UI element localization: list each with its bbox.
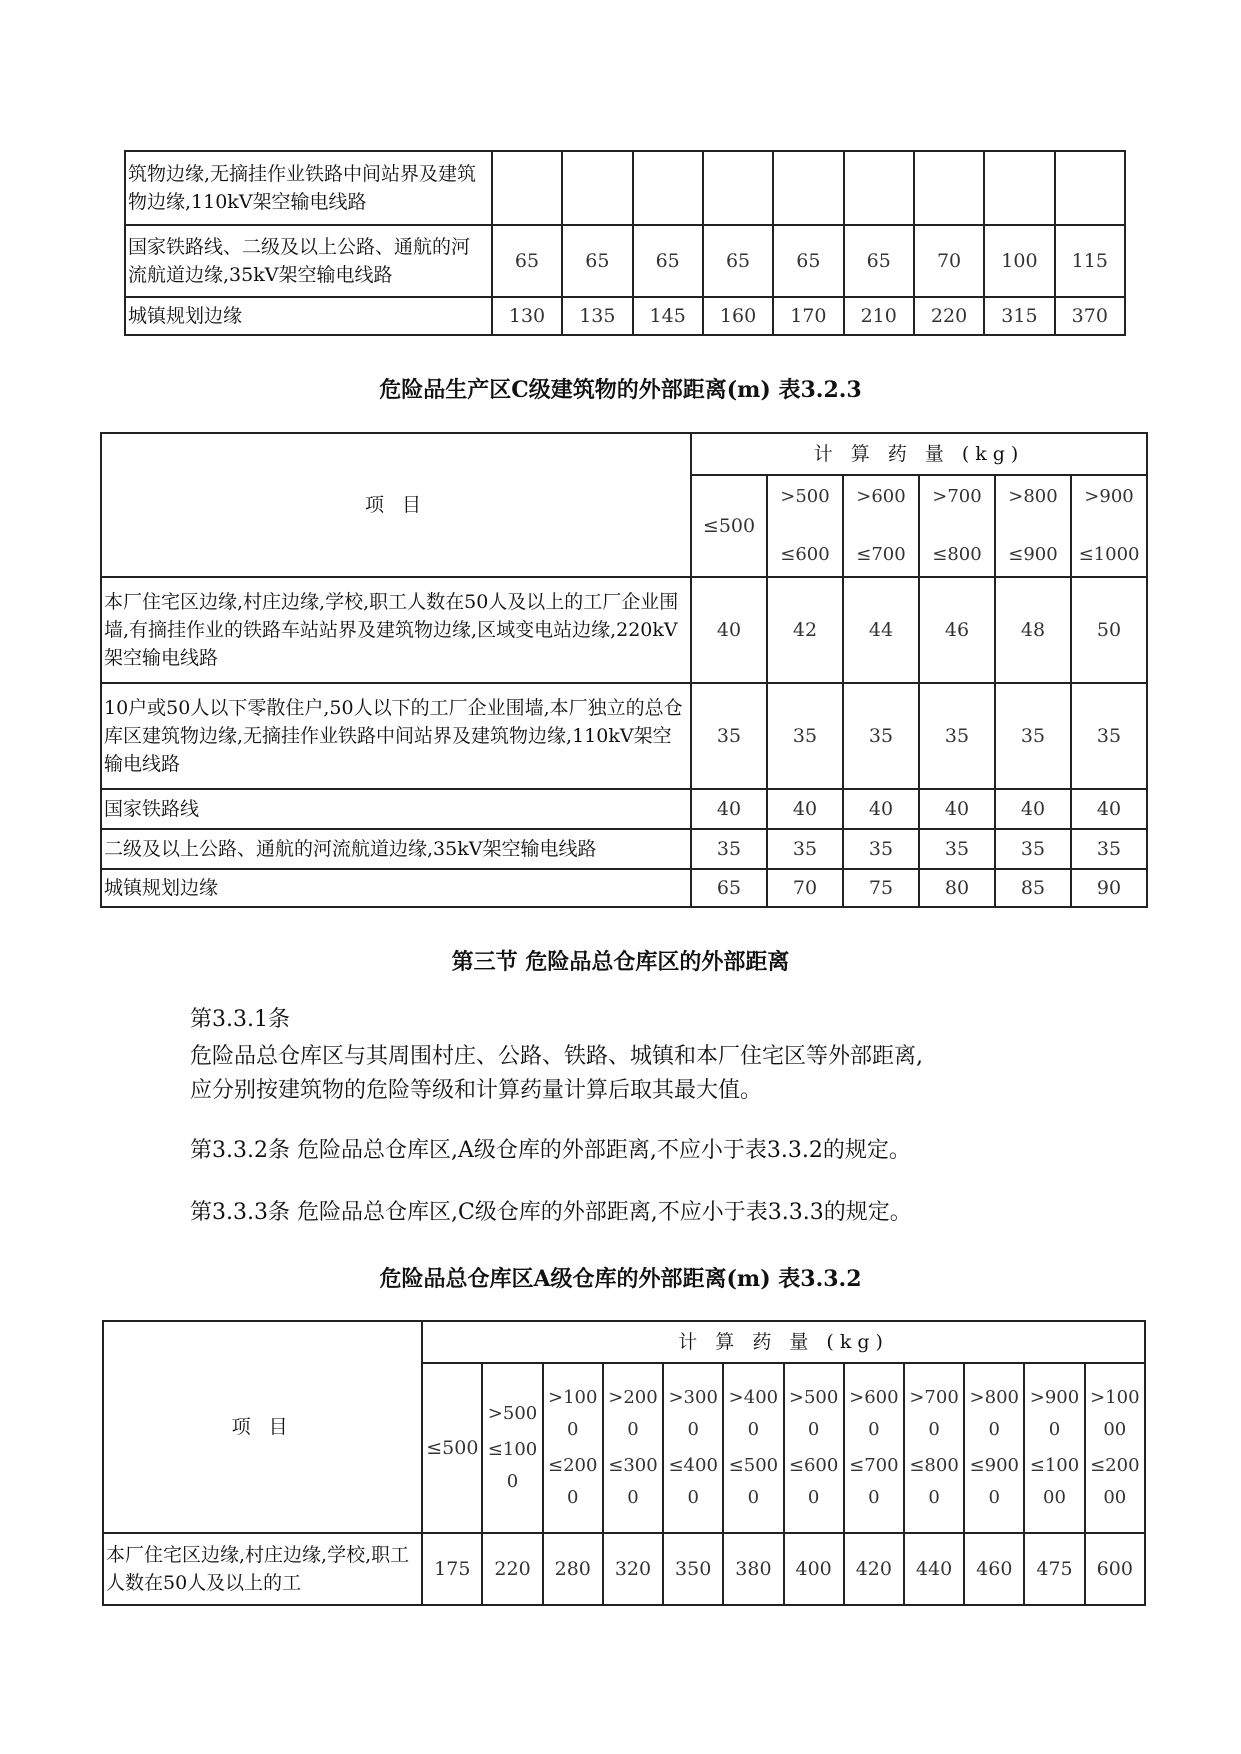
- cell: 380: [723, 1533, 783, 1605]
- cell: 145: [633, 297, 703, 335]
- cell: 475: [1024, 1533, 1084, 1605]
- column-header-label: ≤500: [426, 1437, 479, 1459]
- row-item: 城镇规划边缘: [125, 297, 492, 335]
- cell: 600: [1085, 1533, 1145, 1605]
- column-header-top: >600: [856, 486, 906, 507]
- cell: 460: [964, 1533, 1024, 1605]
- column-header-bottom: ≤6000: [788, 1455, 839, 1508]
- column-header-bottom: ≤10000: [1029, 1455, 1080, 1508]
- row-item: 国家铁路线、二级及以上公路、通航的河流航道边缘,35kV架空输电线路: [125, 225, 492, 297]
- cell: 35: [995, 829, 1071, 869]
- column-header-bottom: ≤7000: [849, 1455, 899, 1508]
- cell: 220: [482, 1533, 542, 1605]
- column-header-label: ≤500: [702, 515, 756, 537]
- column-header-bottom: ≤3000: [608, 1455, 658, 1508]
- column-header-top: >2000: [608, 1387, 658, 1440]
- column-header-bottom: ≤20000: [1090, 1455, 1140, 1508]
- item-header: 项 目: [101, 433, 691, 577]
- paragraph-331-line1: 危险品总仓库区与其周围村庄、公路、铁路、城镇和本厂住宅区等外部距离,: [190, 1044, 923, 1069]
- row-item: 10户或50人以下零散住户,50人以下的工厂企业围墙,本厂独立的总仓库区建筑物边缘,无摘挂作业铁路中间站界及建筑物边缘,110kV架空输电线路: [101, 683, 691, 789]
- column-header-bottom: ≤1000: [1078, 544, 1140, 565]
- column-header-top: >6000: [849, 1387, 899, 1440]
- table-row: [101, 829, 1147, 869]
- cell: 35: [767, 683, 843, 789]
- cell: [844, 151, 914, 225]
- column-header: [543, 1363, 603, 1533]
- cell: 440: [904, 1533, 964, 1605]
- column-header: [723, 1363, 783, 1533]
- cell: 35: [843, 829, 919, 869]
- column-header: [1024, 1363, 1084, 1533]
- column-header-bottom: ≤800: [932, 544, 982, 565]
- row-item: 二级及以上公路、通航的河流航道边缘,35kV架空输电线路: [101, 829, 691, 869]
- column-header: [904, 1363, 964, 1533]
- cell: 35: [1071, 683, 1147, 789]
- cell: 40: [995, 789, 1071, 829]
- cell: 46: [919, 577, 995, 683]
- column-header: [844, 1363, 904, 1533]
- cell: 210: [844, 297, 914, 335]
- cell: 35: [919, 683, 995, 789]
- table-323: [100, 432, 1148, 908]
- cell: 75: [843, 869, 919, 907]
- cell: 65: [691, 869, 767, 907]
- table-row: [103, 1533, 1145, 1605]
- table-row: [101, 683, 1147, 789]
- column-header-top: >9000: [1029, 1387, 1080, 1440]
- row-item: 本厂住宅区边缘,村庄边缘,学校,职工人数在50人及以上的工厂企业围墙,有摘挂作业的铁路车站站界及建筑物边缘,区域变电站边缘,220kV架空输电线路: [101, 577, 691, 683]
- column-header: [422, 1363, 482, 1533]
- row-item: 筑物边缘,无摘挂作业铁路中间站界及建筑物边缘,110kV架空输电线路: [125, 151, 492, 225]
- cell: 35: [691, 683, 767, 789]
- cell: 40: [843, 789, 919, 829]
- column-header-bottom: ≤5000: [728, 1455, 779, 1508]
- column-header: [784, 1363, 844, 1533]
- cell: 48: [995, 577, 1071, 683]
- cell: 65: [492, 225, 562, 297]
- cell: 135: [562, 297, 632, 335]
- cell: 130: [492, 297, 562, 335]
- table-row: [101, 577, 1147, 683]
- row-item: 国家铁路线: [101, 789, 691, 829]
- table-row: [125, 297, 1125, 335]
- table-332-title: 危险品总仓库区A级仓库的外部距离(m) 表3.3.2: [379, 1266, 862, 1292]
- cell: 42: [767, 577, 843, 683]
- column-header-top: >4000: [728, 1387, 779, 1440]
- paragraph-332: 第3.3.2条 危险品总仓库区,A级仓库的外部距离,不应小于表3.3.2的规定。: [190, 1138, 911, 1163]
- column-header: [603, 1363, 663, 1533]
- paragraph-331-label: 第3.3.1条: [190, 1007, 290, 1032]
- section-heading: 第三节 危险品总仓库区的外部距离: [451, 949, 790, 975]
- cell: [984, 151, 1054, 225]
- cell: 35: [767, 829, 843, 869]
- cell: [773, 151, 843, 225]
- cell: 70: [914, 225, 984, 297]
- column-header-bottom: ≤2000: [548, 1455, 598, 1508]
- cell: 40: [919, 789, 995, 829]
- group-header: 计 算 药 量 (kg): [422, 1321, 1145, 1363]
- column-header-bottom: ≤600: [780, 544, 830, 565]
- column-header-top: >5000: [788, 1387, 839, 1440]
- cell: 280: [543, 1533, 603, 1605]
- column-header: [663, 1363, 723, 1533]
- cell: 175: [422, 1533, 482, 1605]
- column-header-top: >900: [1084, 486, 1134, 507]
- column-header: [919, 475, 995, 577]
- cell: 400: [784, 1533, 844, 1605]
- paragraph-333: 第3.3.3条 危险品总仓库区,C级仓库的外部距离,不应小于表3.3.3的规定。: [190, 1200, 912, 1225]
- cell: 85: [995, 869, 1071, 907]
- table-row: [125, 151, 1125, 225]
- column-header: [1071, 475, 1147, 577]
- column-header-top: >8000: [969, 1387, 1019, 1440]
- cell: 65: [633, 225, 703, 297]
- cell: 160: [703, 297, 773, 335]
- cell: 40: [691, 789, 767, 829]
- cell: 35: [843, 683, 919, 789]
- column-header: [964, 1363, 1024, 1533]
- column-header-top: >3000: [668, 1387, 718, 1440]
- cell: [1055, 151, 1125, 225]
- cell: 170: [773, 297, 843, 335]
- group-header: 计 算 药 量 (kg): [691, 433, 1147, 475]
- column-header-bottom: ≤9000: [969, 1455, 1019, 1508]
- cell: 35: [1071, 829, 1147, 869]
- column-header-top: >700: [932, 486, 982, 507]
- cell: 115: [1055, 225, 1125, 297]
- cell: 315: [984, 297, 1054, 335]
- table-323-title: 危险品生产区C级建筑物的外部距离(m) 表3.2.3: [379, 377, 862, 403]
- cell: [703, 151, 773, 225]
- cell: 40: [691, 577, 767, 683]
- table-row: [125, 225, 1125, 297]
- table-header-row: [101, 433, 1147, 475]
- row-item: 本厂住宅区边缘,村庄边缘,学校,职工人数在50人及以上的工: [103, 1533, 422, 1605]
- cell: [562, 151, 632, 225]
- column-header-top: >500: [487, 1403, 538, 1424]
- column-header-top: >1000: [548, 1387, 598, 1440]
- cell: 65: [773, 225, 843, 297]
- column-header: [482, 1363, 542, 1533]
- paragraph-331-line2: 应分别按建筑物的危险等级和计算药量计算后取其最大值。: [190, 1078, 763, 1103]
- column-header-bottom: ≤8000: [909, 1455, 959, 1508]
- cell: 40: [1071, 789, 1147, 829]
- column-header-top: >800: [1008, 486, 1058, 507]
- table-header-row: [103, 1321, 1145, 1363]
- cell: 35: [691, 829, 767, 869]
- cell: 220: [914, 297, 984, 335]
- column-header-bottom: ≤4000: [668, 1455, 718, 1508]
- cell: 320: [603, 1533, 663, 1605]
- cell: 40: [767, 789, 843, 829]
- cell: 50: [1071, 577, 1147, 683]
- column-header: [995, 475, 1071, 577]
- cell: [914, 151, 984, 225]
- table-332: [102, 1320, 1146, 1606]
- cell: 420: [844, 1533, 904, 1605]
- cell: 44: [843, 577, 919, 683]
- cell: 65: [703, 225, 773, 297]
- cell: 350: [663, 1533, 723, 1605]
- cell: [492, 151, 562, 225]
- cell: [633, 151, 703, 225]
- column-header-bottom: ≤1000: [487, 1439, 538, 1492]
- column-header: [843, 475, 919, 577]
- cell: 370: [1055, 297, 1125, 335]
- column-header-bottom: ≤900: [1008, 544, 1058, 565]
- cell: 35: [919, 829, 995, 869]
- row-item: 城镇规划边缘: [101, 869, 691, 907]
- column-header-top: >10000: [1090, 1387, 1140, 1440]
- table-row: [101, 789, 1147, 829]
- column-header-top: >7000: [909, 1387, 959, 1440]
- cell: 35: [995, 683, 1071, 789]
- cell: 70: [767, 869, 843, 907]
- item-header: 项 目: [103, 1321, 422, 1533]
- column-header: [1085, 1363, 1145, 1533]
- column-header-top: >500: [780, 486, 830, 507]
- column-header: [691, 475, 767, 577]
- cell: 100: [984, 225, 1054, 297]
- cell: 80: [919, 869, 995, 907]
- table-continuation: [124, 150, 1126, 336]
- column-header-bottom: ≤700: [856, 544, 906, 565]
- cell: 65: [844, 225, 914, 297]
- cell: 90: [1071, 869, 1147, 907]
- cell: 65: [562, 225, 632, 297]
- table-row: [101, 869, 1147, 907]
- column-header: [767, 475, 843, 577]
